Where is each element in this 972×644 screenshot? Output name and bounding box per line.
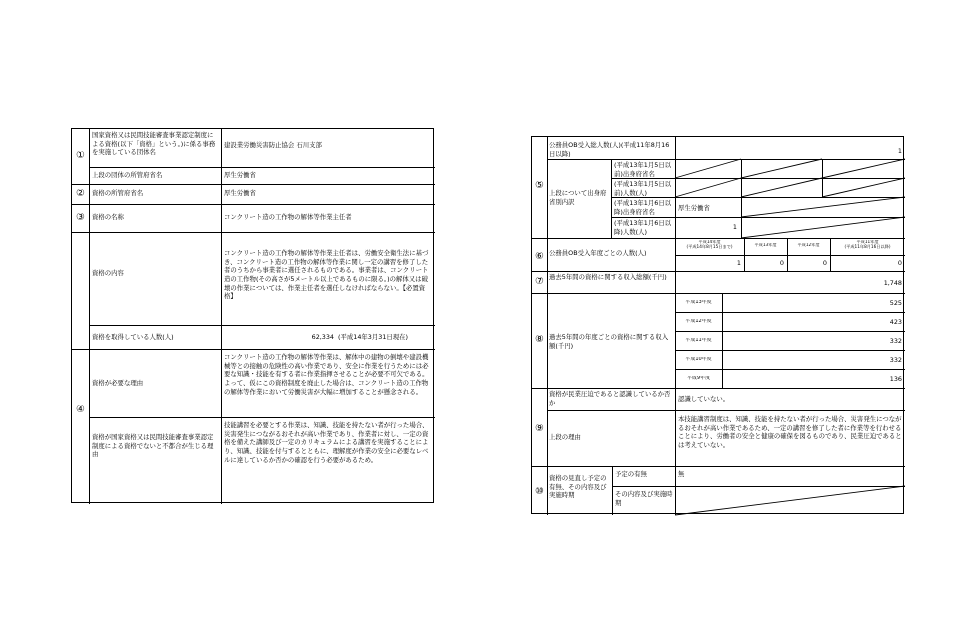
- holders-value: 62,334: [311, 333, 334, 341]
- competition-label: 資格が民業圧迫であると認識しているか否か: [549, 390, 671, 407]
- year-value: 0: [897, 259, 902, 267]
- competition-reason-value: 本技能講習制度は、知識、技能を持たない者が行った場合、災害発生につながるおそれが高い作業であるため、一定の講習を修了した者に作業等を行わせることにより、労働者の安全と健康の確保を図るものであり、民業圧迫であるとは考えていない。: [678, 415, 902, 449]
- income-value: 332: [889, 337, 902, 345]
- strike-mark: [675, 159, 905, 238]
- income-total-label: 過去5年間の資格に関する収入総額(千円): [549, 273, 667, 281]
- org-ministry-value: 厚生労働省: [224, 171, 256, 179]
- holders-label: 資格を取得している人数(人): [92, 333, 174, 341]
- income-year: 平成10年度: [685, 357, 712, 362]
- row-number: ⑤: [535, 181, 544, 191]
- left-sheet: [71, 128, 434, 503]
- income-value: 423: [889, 318, 902, 326]
- ob-breakdown-label: 上段について出身府省別内訳: [549, 189, 607, 206]
- year-value: 1: [736, 259, 741, 267]
- cert-name-label: 資格の名称: [92, 213, 124, 221]
- cert-ministry-label: 資格の所管府省名: [92, 189, 144, 197]
- right-sheet: [531, 136, 904, 514]
- income-yearly-label: 過去5年間の年度ごとの資格に関する収入額(千円): [549, 333, 669, 350]
- row-number: ③: [76, 213, 85, 223]
- reason-label: 資格が必要な理由: [92, 379, 144, 387]
- ob-total-label: 公務員OB受入総人数(人)(平成11年8月16日以降): [549, 141, 670, 158]
- review-plan-label: 予定の有無: [615, 470, 647, 478]
- year-header: 平成14年度 (平成14年8月15日まで): [686, 240, 733, 249]
- income-year: 平成12年度: [685, 319, 712, 324]
- income-value: 136: [889, 375, 902, 383]
- ob-count-value: 1: [732, 223, 737, 231]
- cert-ministry-value: 厚生労働省: [224, 189, 256, 197]
- org-value: 建設業労働災害防止協会 石川支部: [224, 141, 322, 149]
- year-header: 平成13年度: [754, 243, 777, 247]
- cert-name-value: コンクリート造の工作物の解体等作業主任者: [224, 213, 352, 221]
- year-value: 0: [779, 259, 784, 267]
- row-number: ④: [76, 405, 85, 415]
- holders-note: (平成14年3月31日現在): [338, 333, 409, 341]
- income-value: 525: [889, 299, 902, 307]
- ob-ministry-value: 厚生労働省: [678, 204, 710, 212]
- year-value: 0: [822, 259, 827, 267]
- row-number: ⑧: [535, 335, 544, 345]
- row-number: ①: [76, 151, 85, 161]
- review-plan-value: 無: [678, 470, 685, 478]
- national-reason-label: 資格が国家資格又は民間技能審査事業認定制度による資格でないと不都合が生じる理由: [92, 433, 214, 459]
- ob-sub-label: (平成13年1月5日以前)出身府省名: [614, 161, 672, 178]
- income-year: 平成13年度: [685, 300, 712, 305]
- national-reason-value: 技能講習を必要とする作業は、知識、技能を持たない者が行った場合、災害発生につながるおそれが高い作業であり、作業者に対し、一定の資格を備えた講師及び一定のカリキュラムによる講習を実施することにより、知識、技能を付与するとともに、理解度が作業の安全に必要なレベルに達しているか否かの確認を行う必要があるため。: [224, 421, 429, 464]
- row-number: ⑩: [535, 487, 544, 497]
- review-detail-label: その内容及び実施時期: [615, 490, 673, 507]
- year-header: 平成12年度: [797, 243, 820, 247]
- competition-reason-label: 上段の理由: [549, 433, 581, 441]
- strike-mark: [675, 486, 905, 515]
- org-ministry-label: 上段の団体の所管府省名: [92, 171, 163, 179]
- income-year: 平成9年度: [686, 376, 711, 381]
- row-number: ⑦: [535, 277, 544, 287]
- row-number: ⑥: [535, 252, 544, 262]
- ob-sub-label: (平成13年1月6日以降)人数(人): [614, 219, 672, 236]
- cert-content-value: コンクリート造の工作物の解体等作業主任者は、労働安全衛生法に基づき、コンクリート造の工作物の解体等作業に関し一定の講習を修了した者のうちから事業者に選任されるものである。事業者は、コンクリート造の工作物(その高さが5メートル以上であるものに限る。)の解体又は破壊の作業については、作業主任者を選任しなければならない。【必置資格】: [224, 249, 429, 301]
- review-label: 資格の見直し予定の有無、その内容及び実施時期: [549, 474, 607, 500]
- year-header: 平成11年度 (平成11年8月16日以降): [844, 240, 891, 249]
- ob-sub-label: (平成13年1月5日以前)人数(人): [614, 180, 672, 197]
- income-year: 平成11年度: [685, 338, 712, 343]
- ob-sub-label: (平成13年1月6日以降)出身府省名: [614, 199, 672, 216]
- cert-content-label: 資格の内容: [92, 269, 124, 277]
- income-total-value: 1,748: [883, 279, 902, 287]
- ob-yearly-label: 公務員OB受入年度ごとの人数(人): [549, 249, 647, 257]
- ob-total-value: 1: [897, 147, 902, 155]
- row-number: ⑨: [535, 424, 544, 434]
- income-value: 332: [889, 356, 902, 364]
- reason-value: コンクリート造の工作物の解体等作業は、解体中の建物の倒壊や建設機械等との接触の危険性の高い作業であり、安全に作業を行うためには必要な知識・技能を有する者に作業指揮させることが必要不可欠である。よって、仮にこの資格制度を廃止した場合は、コンクリート造の工作物の解体等作業において労働災害が大幅に増加することが懸念される。: [224, 353, 429, 396]
- org-label: 国家資格又は民間技能審査事業認定制度による資格(以下「資格」という。)に係る事務を実施している団体名: [92, 131, 216, 157]
- competition-value: 認識していない。: [678, 395, 730, 403]
- row-number: ②: [76, 189, 85, 199]
